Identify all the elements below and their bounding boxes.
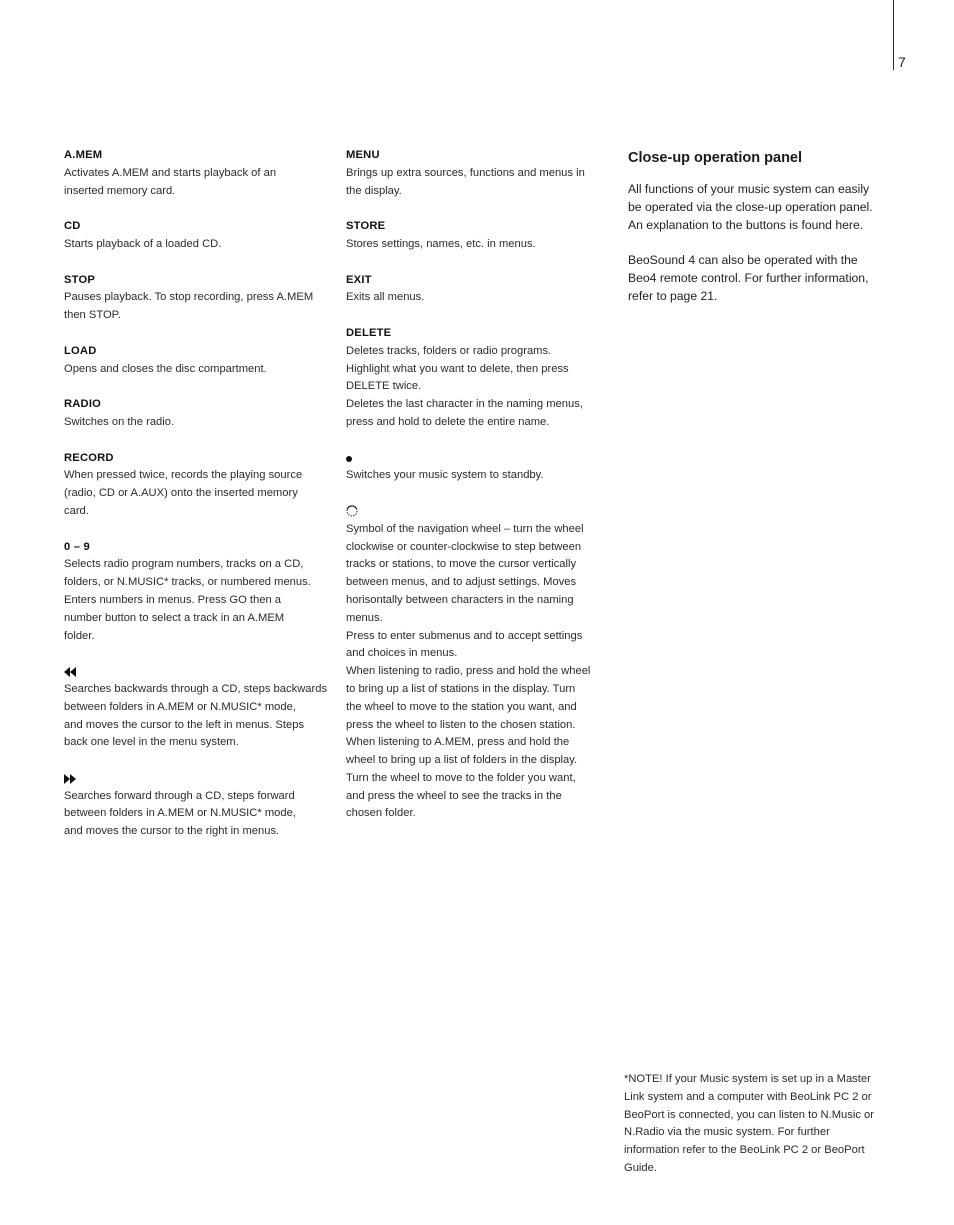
button-list-column-1 — [64, 147, 334, 841]
rewind-icon — [64, 667, 76, 677]
entry-title: LOAD — [64, 344, 97, 357]
entry-load — [64, 343, 334, 379]
entry-exit — [346, 272, 614, 308]
entry-navigation-wheel — [346, 503, 614, 823]
entry-store — [346, 218, 614, 254]
entry-title: 0 – 9 — [64, 540, 90, 553]
entry-standby — [346, 450, 614, 486]
entry-title: A.MEM — [64, 149, 103, 161]
entry-description: Exits all menus. — [346, 291, 425, 304]
entry-title: EXIT — [346, 273, 372, 286]
entry-title: RECORD — [64, 451, 114, 464]
page-divider-rule — [893, 0, 894, 70]
entry-fast-forward — [64, 770, 334, 841]
entry-description: Opens and closes the disc compartment. — [64, 362, 267, 375]
entry-description: Brings up extra sources, functions and menus in the display. — [346, 166, 585, 197]
entry-stop — [64, 272, 334, 325]
entry-description: Starts playback of a loaded CD. — [64, 237, 222, 250]
entry-description: Activates A.MEM and starts playback of an inserted memory card. — [64, 166, 277, 197]
entry-title: CD — [64, 220, 81, 233]
entry-number-keys — [64, 539, 334, 646]
entry-title: DELETE — [346, 326, 392, 339]
panel-intro-column — [628, 147, 918, 306]
entry-description: Stores settings, names, etc. in menus. — [346, 237, 536, 250]
entry-cd — [64, 218, 334, 254]
entry-description: Pauses playback. To stop recording, press A.MEM then STOP. — [64, 291, 314, 322]
entry-amem — [64, 147, 334, 200]
entry-description: Switches on the radio. — [64, 415, 175, 428]
entry-title: STORE — [346, 220, 386, 233]
entry-description: Switches your music system to standby. — [346, 469, 544, 482]
entry-title: RADIO — [64, 398, 102, 411]
entry-delete — [346, 325, 614, 432]
fast-forward-icon — [64, 774, 76, 784]
page-number: 7 — [898, 54, 906, 70]
entry-description: Searches backwards through a CD, steps backwards between folders in A.MEM or N.MUSIC* mode, and moves the cursor to the left in menus. Steps back one level in the menu system. — [64, 682, 328, 749]
button-list-column-2 — [346, 147, 614, 823]
standby-dot-icon — [346, 456, 352, 462]
entry-description: When pressed twice, records the playing source (radio, CD or A.AUX) onto the inserted memory card. — [64, 469, 303, 517]
intro-paragraph: All functions of your music system can easily be operated via the close-up operation panel. An explanation to the buttons is found here. — [628, 182, 873, 232]
remote-control-paragraph: BeoSound 4 can also be operated with the Beo4 remote control. For further information, refer to page 21. — [628, 253, 869, 303]
navigation-wheel-icon — [346, 505, 358, 517]
entry-record — [64, 450, 334, 521]
entry-description: Symbol of the navigation wheel – turn the wheel clockwise or counter-clockwise to step between tracks or stations, to move the cursor vertically between menus, and to adjust settings. Moves horisontally between characters in the naming menus. Press to enter submenus and to accept settings and choices in menus. When listening to radio, press and hold the wheel to bring up a list of stations in the display. Turn the wheel to move to the station you want, and press the wheel to listen to the chosen station. When listening to A.MEM, press and hold the wheel to bring up a list of folders in the display. Turn the wheel to move to the folder you want, and press the wheel to see the tracks in the chosen folder. — [346, 522, 591, 820]
entry-description: Searches forward through a CD, steps forward between folders in A.MEM or N.MUSIC* mode, and moves the cursor to the right in menus. — [64, 789, 296, 838]
footnote: *NOTE! If your Music system is set up in a Master Link system and a computer with BeoLink PC 2 or BeoPort is connected, you can listen to N.Music or N.Radio via the music system. For further information refer to the BeoLink PC 2 or BeoPort Guide. — [624, 1073, 874, 1174]
entry-description: Selects radio program numbers, tracks on a CD, folders, or N.MUSIC* tracks, or numbered menus. Enters numbers in menus. Press GO then a number button to select a track in an A.MEM folder. — [64, 558, 311, 642]
section-heading: Close-up operation panel — [628, 150, 803, 166]
entry-radio — [64, 396, 334, 432]
entry-description: Deletes tracks, folders or radio programs. Highlight what you want to delete, then press DELETE twice. Deletes the last character in the naming menus, press and hold to delete the entire name. — [346, 344, 583, 428]
entry-rewind — [64, 663, 334, 752]
entry-menu — [346, 147, 614, 200]
entry-title: STOP — [64, 273, 96, 286]
entry-title: MENU — [346, 149, 380, 161]
